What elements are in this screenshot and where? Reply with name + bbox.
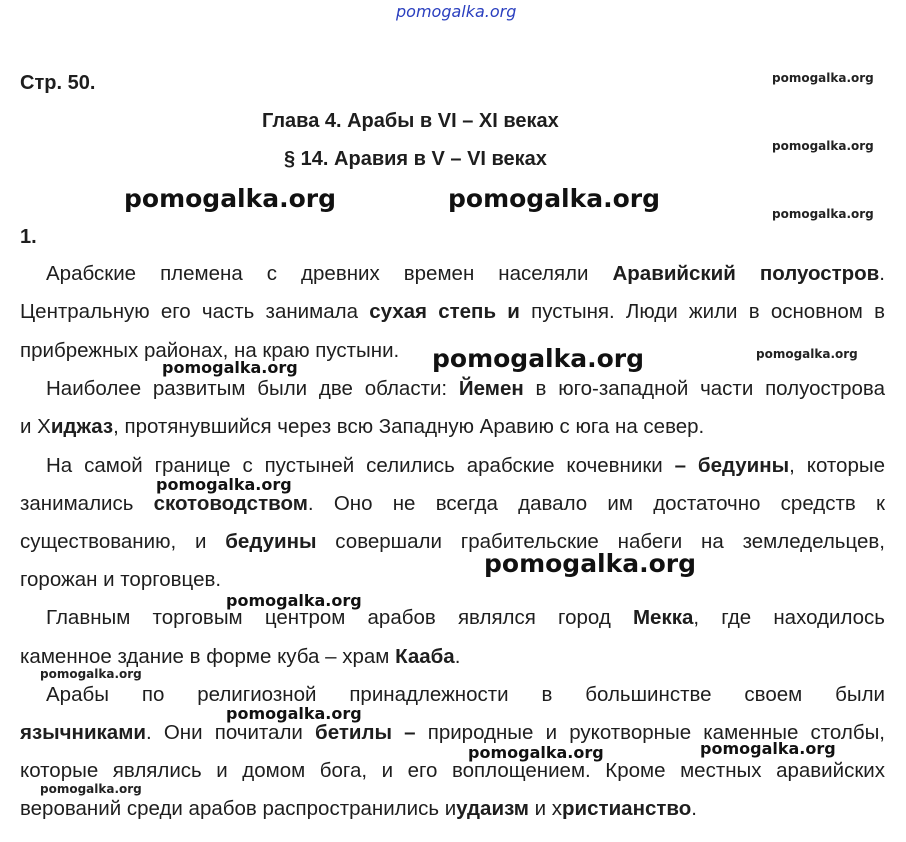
text-span: .	[879, 262, 885, 285]
text-line	[20, 645, 460, 675]
chapter-title: Глава 4. Арабы в VI – XI веках	[262, 110, 559, 132]
bold-term: Кааба	[395, 645, 455, 668]
text-span: .	[691, 797, 697, 820]
watermark: pomogalka.org	[772, 207, 874, 221]
task-number: 1.	[20, 226, 37, 248]
bold-term: язычниками	[20, 721, 146, 744]
text-span: и х	[528, 797, 563, 820]
text-span: и Х	[20, 415, 51, 438]
text-span: , где находилось	[693, 606, 885, 629]
bold-term: бедуины	[225, 530, 317, 553]
text-span: Центральную его часть занимала	[20, 300, 370, 323]
text-line	[20, 454, 885, 484]
text-line	[20, 606, 885, 636]
text-span: в юго-западной части полуострова	[523, 377, 885, 400]
text-span: Главным торговым центром арабов являлся город	[46, 606, 633, 629]
bold-term: удаизм	[456, 797, 529, 820]
text-span: . Они почитали	[145, 721, 316, 744]
text-span: пустыня. Люди жили в основном в	[519, 300, 886, 323]
watermark: pomogalka.org	[432, 344, 645, 373]
text-span: , протянувшийся через всю Западную Аравию с юга на север.	[113, 415, 705, 438]
text-line	[20, 415, 704, 445]
text-span: занимались	[20, 492, 154, 515]
text-line	[20, 797, 697, 827]
section-title: § 14. Аравия в V – VI веках	[284, 148, 547, 170]
watermark: pomogalka.org	[226, 704, 362, 723]
watermark: pomogalka.org	[40, 782, 142, 796]
watermark-top: pomogalka.org	[396, 2, 517, 21]
text-line	[20, 721, 885, 751]
text-span: совершали грабительские набеги на земледельцев,	[316, 530, 885, 553]
text-span: Арабы по религиозной принадлежности в большинстве своем были	[46, 683, 885, 706]
text-span: верований среди арабов распространились и	[20, 797, 457, 820]
bold-term: Мекка	[632, 606, 694, 629]
text-line	[20, 683, 885, 713]
text-line	[20, 262, 885, 292]
text-span: Арабские племена с древних времен населяли	[46, 262, 613, 285]
watermark: pomogalka.org	[756, 347, 858, 361]
watermark: pomogalka.org	[468, 743, 604, 762]
text-span: прибрежных районах, на краю пустыни.	[20, 339, 400, 362]
bold-term: – бедуины	[674, 454, 790, 477]
bold-term: Аравийский полуостров	[612, 262, 880, 285]
text-span: каменное здание в форме куба – храм	[20, 645, 396, 668]
text-span: природные и рукотворные каменные столбы,	[415, 721, 885, 744]
page-number: Стр. 50.	[20, 72, 96, 94]
text-span: , которые	[789, 454, 885, 477]
text-span: На самой границе с пустыней селились арабские кочевники	[46, 454, 675, 477]
text-line	[20, 568, 221, 598]
bold-term: бетилы –	[315, 721, 416, 744]
bold-term: Йемен	[458, 377, 524, 400]
watermark: pomogalka.org	[484, 549, 697, 578]
watermark: pomogalka.org	[124, 184, 337, 213]
text-span: горожан и торговцев.	[20, 568, 222, 591]
bold-term: иджаз	[50, 415, 114, 438]
watermark: pomogalka.org	[156, 475, 292, 494]
watermark: pomogalka.org	[226, 591, 362, 610]
text-span: Наиболее развитым были две области:	[46, 377, 459, 400]
text-span: существованию, и	[20, 530, 226, 553]
text-line	[20, 492, 885, 522]
bold-term: скотоводством	[153, 492, 308, 515]
text-line	[20, 377, 885, 407]
bold-term: сухая степь и	[369, 300, 520, 323]
watermark: pomogalka.org	[448, 184, 661, 213]
watermark: pomogalka.org	[162, 358, 298, 377]
watermark: pomogalka.org	[700, 739, 836, 758]
text-span: которые являлись и домом бога, и его воплощением. Кроме местных аравийских	[20, 759, 885, 782]
text-span: .	[454, 645, 461, 668]
text-line	[20, 339, 399, 369]
watermark: pomogalka.org	[772, 139, 874, 153]
text-line	[20, 759, 885, 789]
watermark: pomogalka.org	[772, 71, 874, 85]
bold-term: ристианство	[562, 797, 692, 820]
watermark: pomogalka.org	[40, 667, 142, 681]
text-span: . Оно не всегда давало им достаточно средств к	[307, 492, 885, 515]
text-line	[20, 300, 885, 330]
text-line	[20, 530, 885, 560]
